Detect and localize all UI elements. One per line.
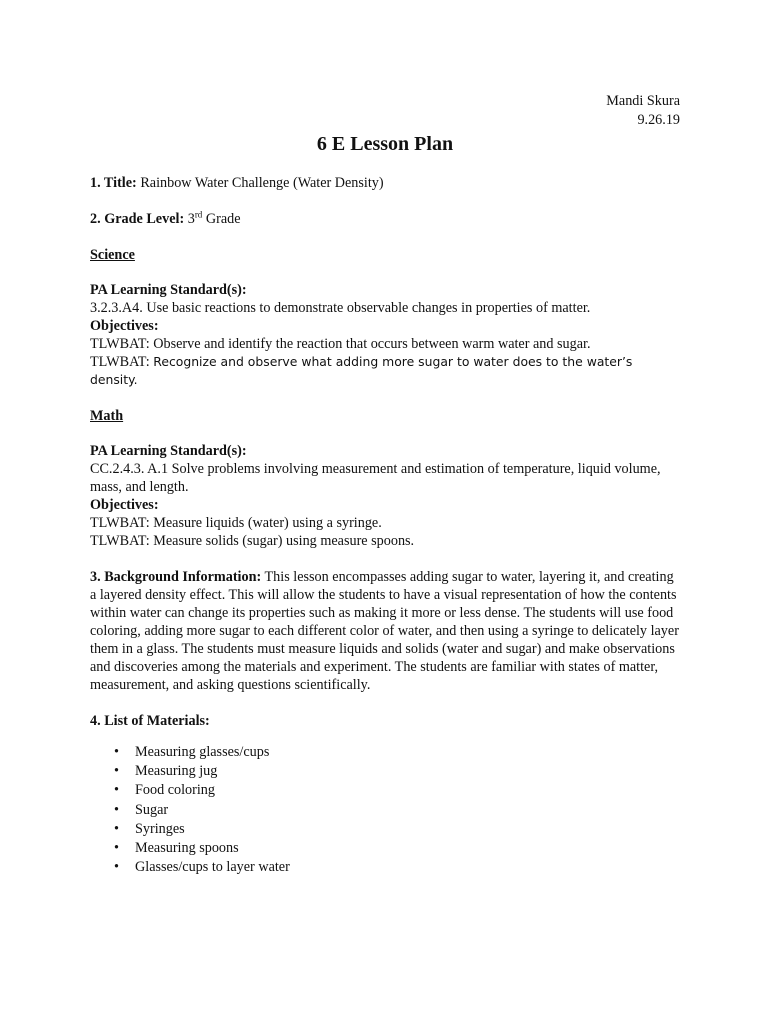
list-item: • Food coloring [90, 781, 680, 800]
math-objective-1: TLWBAT: Measure liquids (water) using a syringe. [90, 515, 382, 531]
grade-level-number: 3 [187, 211, 195, 227]
document-date: 9.26.19 [637, 112, 680, 128]
bullet-icon: • [114, 744, 119, 760]
math-heading: Math [90, 408, 124, 424]
materials-list [90, 743, 680, 877]
author-name: Mandi Skura [606, 93, 680, 109]
science-objectives-label: Objectives: [90, 318, 159, 334]
list-item: • Glasses/cups to layer water [90, 858, 680, 877]
author-block [90, 92, 680, 130]
bullet-icon: • [114, 782, 119, 799]
grade-level-label: 2. Grade Level: [90, 211, 185, 227]
science-objective-2-prefix: TLWBAT: [90, 354, 154, 370]
lesson-title-value: Rainbow Water Challenge (Water Density) [140, 175, 384, 191]
document-title: 6 E Lesson Plan [316, 133, 454, 155]
bullet-icon: • [114, 840, 119, 857]
list-item: • Measuring jug [90, 762, 680, 781]
math-section [90, 442, 680, 550]
grade-level-ordinal: rd [194, 209, 203, 220]
materials-label: 4. List of Materials: [90, 713, 210, 729]
math-standards-label: PA Learning Standard(s): [90, 443, 247, 459]
grade-level-field [90, 210, 680, 228]
science-section [90, 281, 680, 389]
lesson-title-field [90, 174, 680, 192]
science-standards-label: PA Learning Standard(s): [90, 282, 247, 298]
bullet-icon: • [114, 859, 119, 876]
background-information [90, 568, 680, 694]
science-objective-1: TLWBAT: Observe and identify the reaction that occurs between warm water and sugar. [90, 336, 591, 352]
grade-level-word: Grade [205, 211, 241, 227]
document-page [90, 92, 680, 877]
science-objective-2-text: Recognize and observe what adding more sugar to water does to the water’s density. [90, 354, 633, 387]
math-standard: CC.2.4.3. A.1 Solve problems involving measurement and estimation of temperature, liquid volume, mass, and length. [90, 461, 661, 495]
list-item: • Measuring spoons [90, 839, 680, 858]
math-objective-2: TLWBAT: Measure solids (sugar) using measure spoons. [90, 533, 415, 549]
math-objectives-label: Objectives: [90, 497, 159, 513]
science-standard: 3.2.3.A4. Use basic reactions to demonstrate observable changes in properties of matter. [90, 300, 591, 316]
bullet-icon: • [114, 801, 119, 818]
list-item: • Sugar [90, 801, 680, 820]
science-heading: Science [90, 247, 135, 263]
background-text: This lesson encompasses adding sugar to water, layering it, and creating a layered density effect. This will allow the students to have a visual representation of how the contents within water can change its properties such as making it more or less dense. The students will use food coloring, adding more sugar to each different color of water, and then using a syringe to delicately layer them in a glass. The students must measure liquids and solids (water and sugar) and make observations and discoveries among the materials and experiment. The students are familiar with states of matter, measurement, and asking questions scientifically. [90, 569, 679, 693]
bullet-icon: • [114, 820, 119, 837]
science-objective-2 [90, 353, 680, 389]
list-item: • Syringes [90, 820, 680, 839]
background-label: 3. Background Information: [90, 569, 262, 585]
list-item: • Measuring glasses/cups [90, 743, 680, 762]
bullet-icon: • [114, 763, 119, 780]
lesson-title-label: 1. Title: [90, 175, 137, 191]
